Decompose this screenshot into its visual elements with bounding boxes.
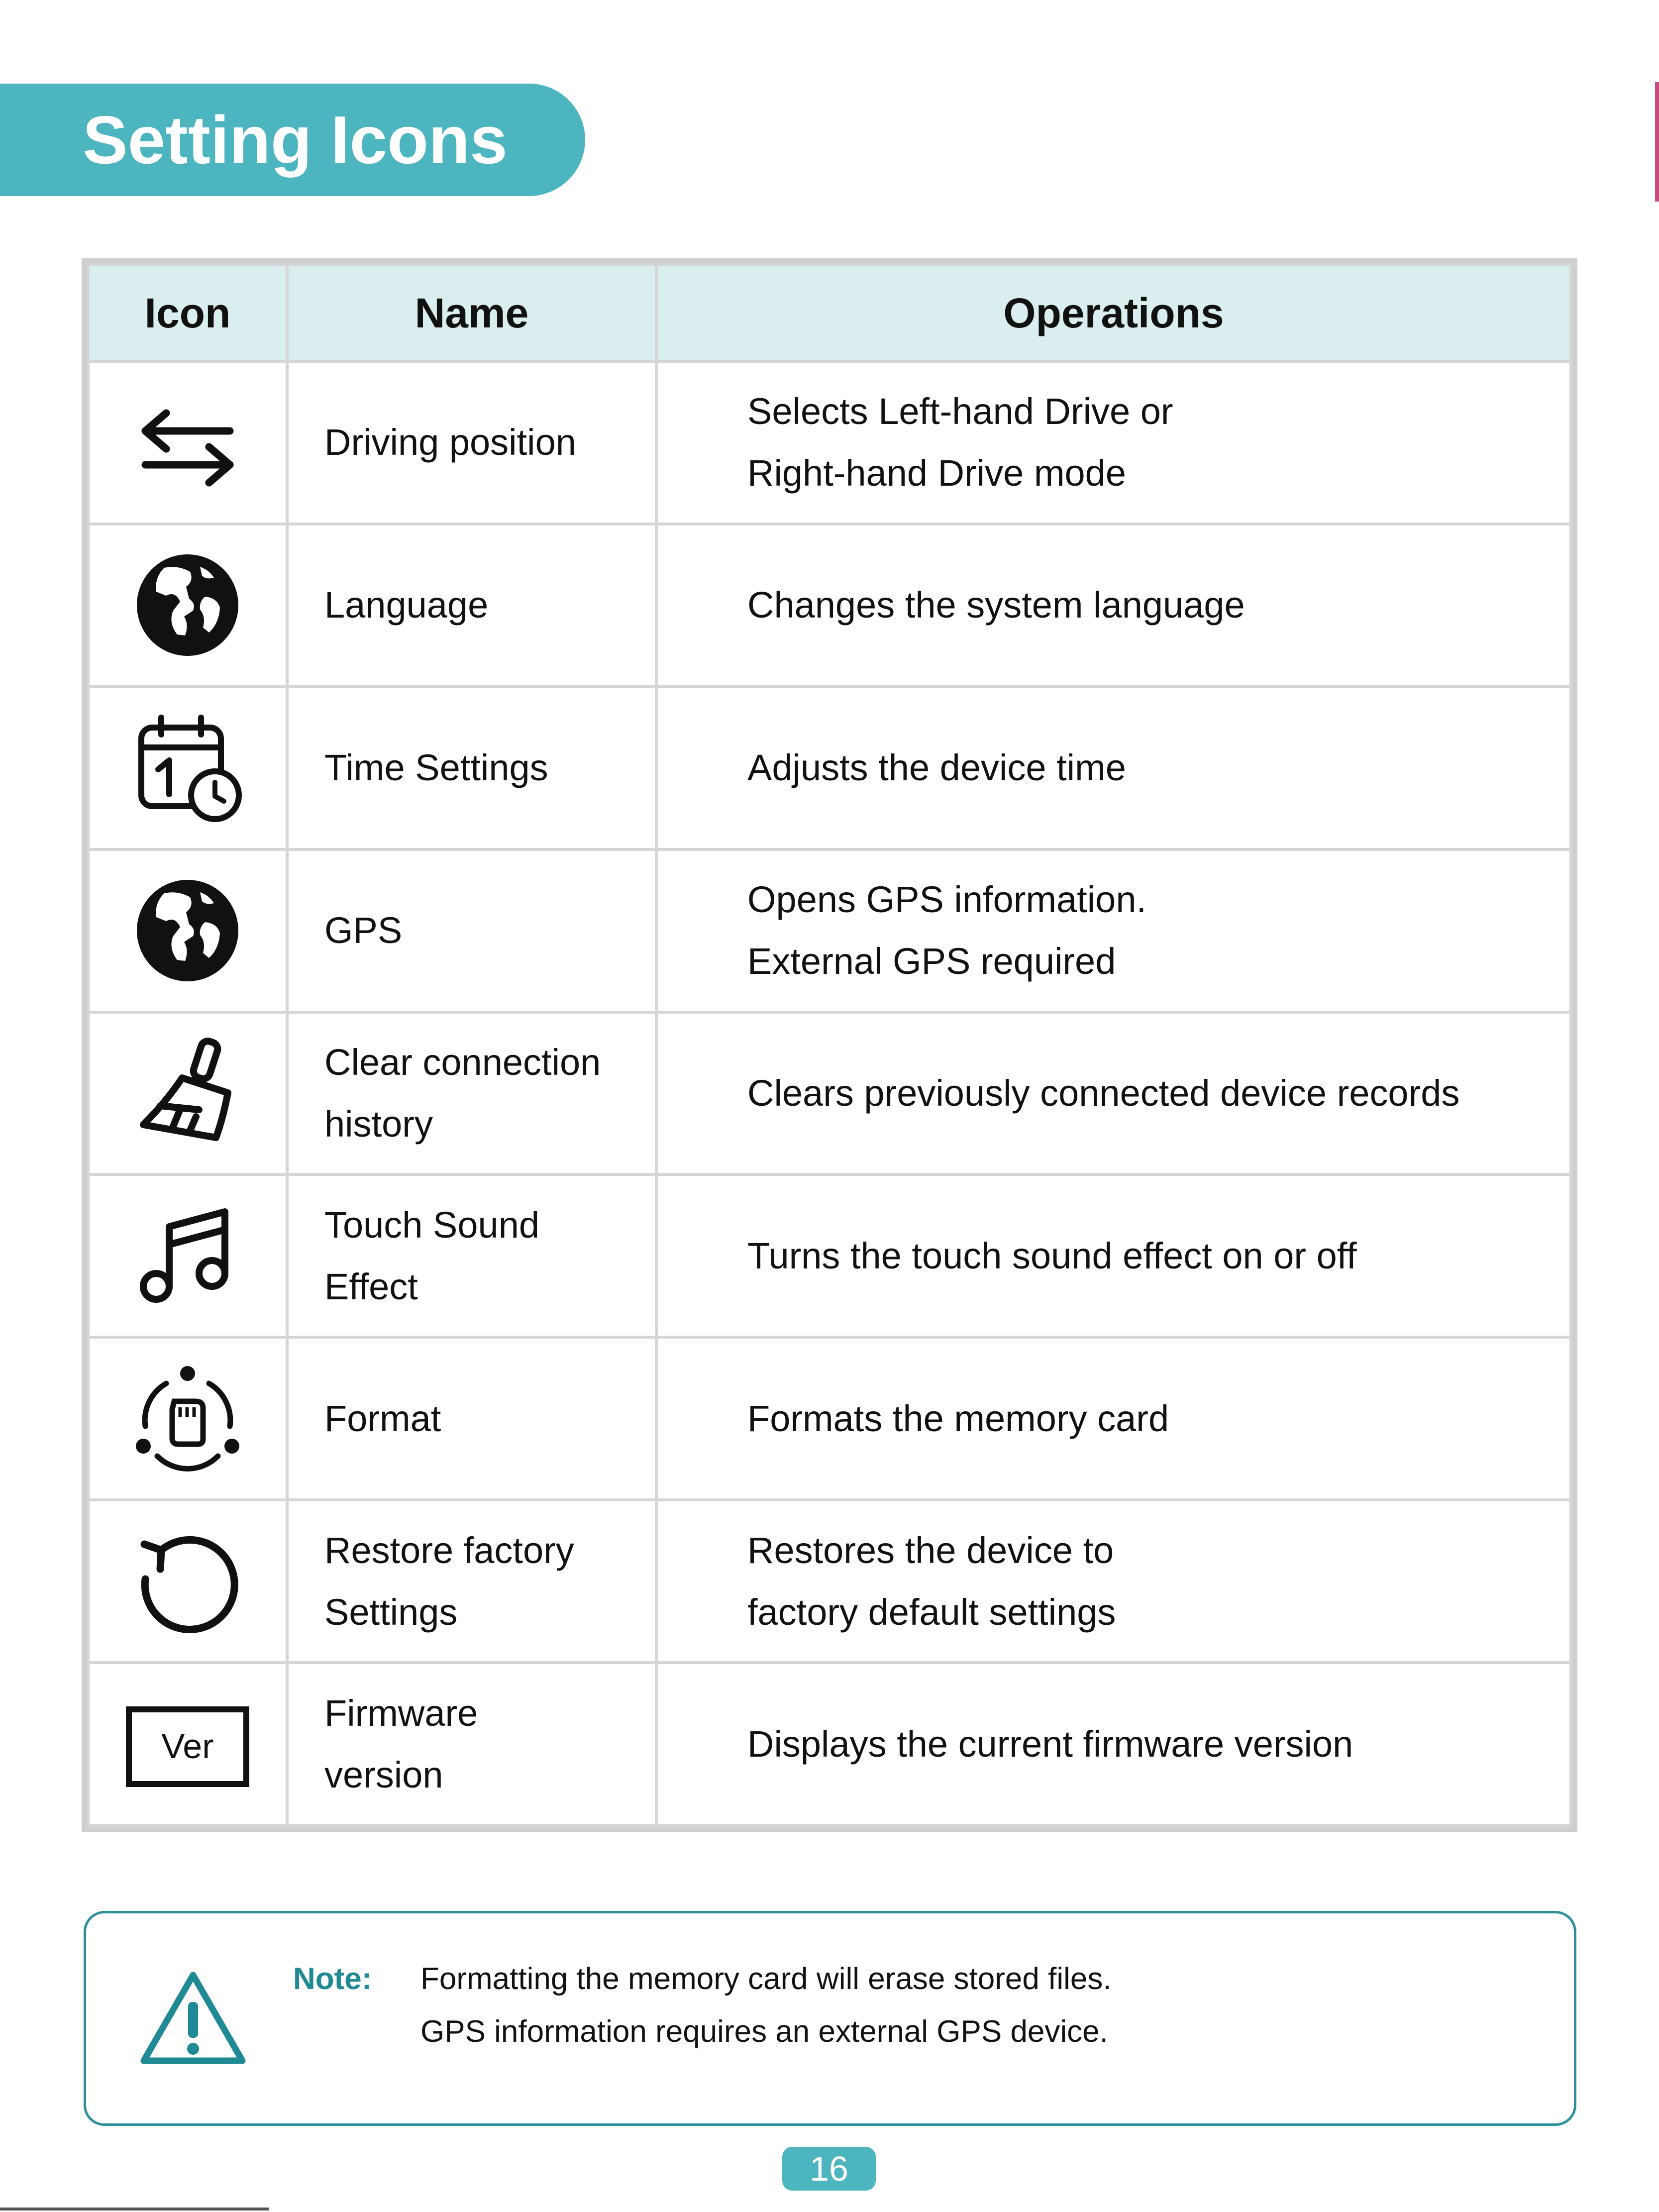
note-line-2: GPS information requires an external GPS device. <box>420 2014 1108 2049</box>
table-row <box>88 1500 1571 1663</box>
svg-text:Ver: Ver <box>161 1726 214 1766</box>
operation-line: Right-hand Drive mode <box>747 452 1126 494</box>
setting-name-line: history <box>324 1103 433 1145</box>
operations-cell <box>656 687 1571 849</box>
setting-name-line: Language <box>324 584 489 626</box>
operations-cell <box>656 849 1571 1012</box>
globe-icon <box>130 907 245 948</box>
table-row <box>88 1663 1571 1825</box>
operation-line: External GPS required <box>747 941 1116 982</box>
setting-name-line: Firmware <box>324 1692 478 1734</box>
name-cell <box>287 849 656 1012</box>
setting-name-line: Format <box>324 1397 441 1439</box>
name-cell <box>287 1174 656 1337</box>
icon-cell <box>88 361 287 524</box>
icon-cell <box>88 1337 287 1500</box>
music-note-icon <box>130 1232 245 1273</box>
setting-name-line: GPS <box>324 910 403 951</box>
operation-line: Adjusts the device time <box>747 747 1126 789</box>
setting-name-line: Driving position <box>324 421 576 463</box>
broom-icon <box>130 1069 245 1111</box>
name-cell <box>287 361 656 524</box>
table-row <box>88 687 1571 849</box>
setting-name-line: version <box>324 1754 443 1795</box>
operation-line: Opens GPS information. <box>747 879 1147 921</box>
operations-cell <box>656 361 1571 524</box>
operations-cell <box>656 524 1571 687</box>
note-label: Note: <box>293 1962 372 1996</box>
operations-cell <box>656 1663 1571 1825</box>
column-header-operations: Operations <box>656 265 1571 361</box>
icon-cell <box>88 1012 287 1175</box>
icon-cell <box>88 687 287 849</box>
operations-cell <box>656 1012 1571 1175</box>
operation-line: Turns the touch sound effect on or off <box>747 1235 1357 1276</box>
operations-cell <box>656 1500 1571 1663</box>
edge-marker <box>1655 82 1659 202</box>
restore-icon <box>130 1558 245 1599</box>
table-row <box>88 849 1571 1012</box>
setting-name-line: Settings <box>324 1591 458 1633</box>
operation-line: factory default settings <box>747 1591 1116 1633</box>
operation-line: Changes the system language <box>747 584 1245 626</box>
operation-line: Selects Left-hand Drive or <box>747 391 1173 432</box>
table-header-row <box>88 265 1571 361</box>
name-cell <box>287 1337 656 1500</box>
note-line-1: Formatting the memory card will erase stored files. <box>420 1962 1112 1996</box>
table-row <box>88 524 1571 687</box>
operations-cell <box>656 1174 1571 1337</box>
globe-icon <box>130 582 245 623</box>
setting-name-line: Clear connection <box>324 1041 601 1083</box>
setting-name-line: Touch Sound <box>324 1204 540 1246</box>
arrows-swap-icon <box>130 419 245 460</box>
sd-card-format-icon <box>130 1395 245 1436</box>
icon-cell <box>88 1500 287 1663</box>
table-row <box>88 1337 1571 1500</box>
column-header-name: Name <box>287 265 656 361</box>
name-cell <box>287 524 656 687</box>
page-number: 16 <box>782 2147 876 2191</box>
icon-cell <box>88 849 287 1012</box>
name-cell <box>287 1012 656 1175</box>
operation-line: Clears previously connected device records <box>747 1072 1460 1114</box>
icon-cell <box>88 524 287 687</box>
setting-name-line: Effect <box>324 1265 418 1307</box>
table-row <box>88 1174 1571 1337</box>
setting-name-line: Restore factory <box>324 1529 574 1571</box>
table-row <box>88 361 1571 524</box>
operation-line: Displays the current firmware version <box>747 1723 1353 1765</box>
page-title: Setting Icons <box>83 102 508 178</box>
operations-cell <box>656 1337 1571 1500</box>
note-box <box>84 1911 1576 2126</box>
title-banner <box>0 84 585 196</box>
operation-line: Formats the memory card <box>747 1397 1169 1439</box>
icon-cell <box>88 1174 287 1337</box>
operation-line: Restores the device to <box>747 1529 1114 1571</box>
name-cell <box>287 687 656 849</box>
setting-name-line: Time Settings <box>324 747 548 789</box>
icon-cell <box>88 1663 287 1825</box>
column-header-icon: Icon <box>88 265 287 361</box>
settings-table <box>82 258 1577 1832</box>
version-icon <box>123 1720 252 1766</box>
name-cell <box>287 1500 656 1663</box>
warning-icon <box>136 1966 250 2071</box>
calendar-clock-icon <box>130 744 245 786</box>
table-row <box>88 1012 1571 1175</box>
bottom-rule <box>0 2208 269 2211</box>
name-cell <box>287 1663 656 1825</box>
